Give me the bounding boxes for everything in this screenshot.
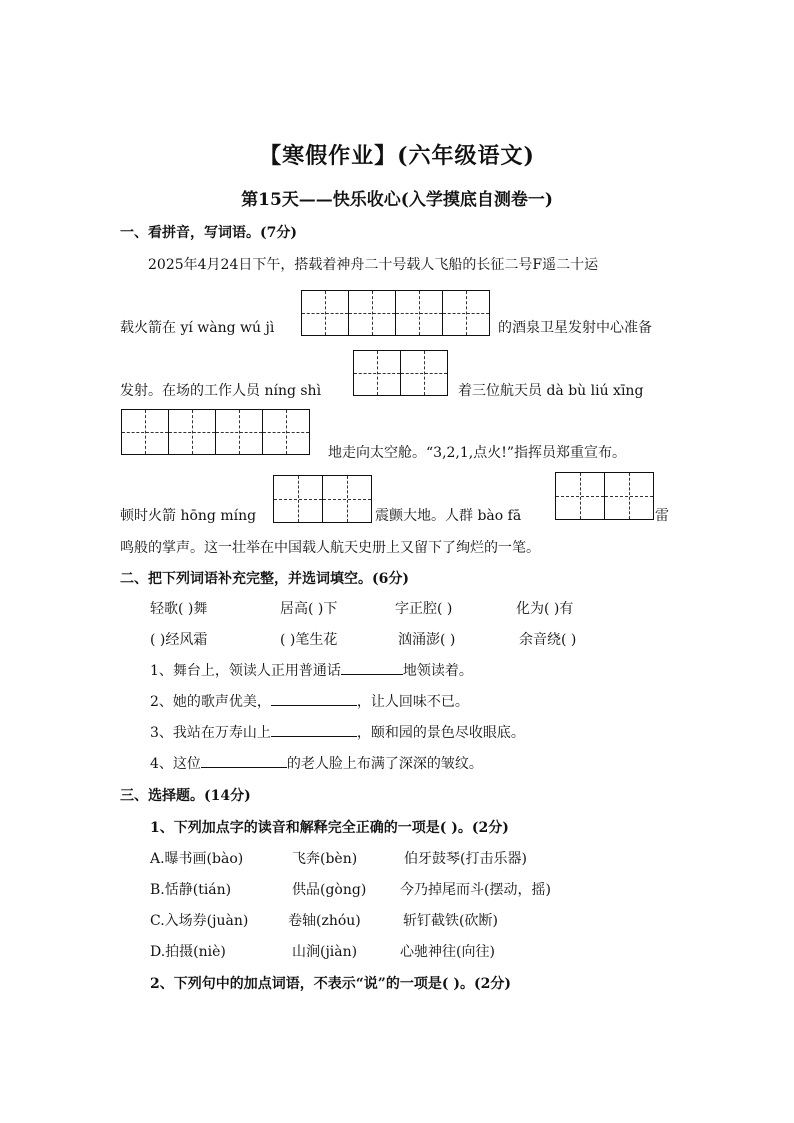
passage-line-1: 2025年4月24日下午，搭载着神舟二十号载人飞船的长征二号F遥二十运 bbox=[148, 257, 599, 273]
section2-heading: 二、把下列词语补充完整，并选词填空。(6分) bbox=[120, 571, 409, 587]
idiom-3[interactable]: 字正腔( ) bbox=[395, 601, 453, 617]
option-c-3: 斩钉截铁(砍断) bbox=[403, 913, 498, 929]
idiom-1[interactable]: 轻歌( )舞 bbox=[150, 601, 208, 617]
idiom-2[interactable]: 居高( )下 bbox=[280, 601, 338, 617]
option-a-2: 飞奔(bèn) bbox=[292, 851, 358, 867]
page-subtitle: 第15天——快乐收心(入学摸底自测卷一) bbox=[241, 190, 553, 210]
passage-line-4-post: 地走向太空舱。“3,2,1,点火!”指挥员郑重宣布。 bbox=[328, 445, 627, 461]
option-a-1[interactable]: A.曝书画(bào) bbox=[150, 851, 244, 867]
passage-line-6: 鸣般的掌声。这一壮举在中国载人航天史册上又留下了绚烂的一笔。 bbox=[120, 540, 540, 556]
idiom-7[interactable]: 汹涌澎( ) bbox=[398, 632, 456, 648]
fill-question-4: 4、这位 的老人脸上布满了深深的皱纹。 bbox=[150, 753, 483, 773]
option-d-2: 山涧(jiàn) bbox=[292, 944, 358, 960]
idiom-4[interactable]: 化为( )有 bbox=[516, 601, 574, 617]
idiom-5[interactable]: ( )经风霜 bbox=[150, 632, 208, 648]
passage-line-2-post: 的酒泉卫星发射中心准备 bbox=[498, 320, 652, 336]
blank-4[interactable] bbox=[201, 753, 287, 768]
option-b-2: 供品(gòng) bbox=[292, 882, 367, 898]
answer-grid-yiwangwuji[interactable] bbox=[301, 290, 490, 336]
passage-line-5-mid: 震颤大地。人群 bào fā bbox=[375, 508, 522, 524]
option-b-1[interactable]: B.恬静(tián) bbox=[150, 882, 232, 898]
option-c-1[interactable]: C.入场券(juàn) bbox=[150, 913, 249, 929]
idiom-8[interactable]: 余音绕( ) bbox=[519, 632, 577, 648]
answer-grid-baofa[interactable] bbox=[555, 472, 654, 520]
answer-grid-dabuliuxing[interactable] bbox=[121, 409, 310, 455]
blank-1[interactable] bbox=[341, 660, 403, 675]
passage-line-3-pre: 发射。在场的工作人员 níng shì bbox=[120, 383, 322, 399]
fill-question-2: 2、她的歌声优美， ，让人回味不已。 bbox=[150, 691, 469, 711]
fill-question-3: 3、我站在万寿山上 ，颐和园的景色尽收眼底。 bbox=[150, 722, 525, 742]
option-d-3: 心驰神往(向往) bbox=[400, 944, 495, 960]
passage-line-2-pre: 载火箭在 yí wàng wú jì bbox=[120, 320, 275, 336]
option-a-3: 伯牙鼓琴(打击乐器) bbox=[404, 851, 527, 867]
idiom-6[interactable]: ( )笔生花 bbox=[280, 632, 338, 648]
option-b-3: 今乃掉尾而斗(摆动，摇) bbox=[400, 882, 551, 898]
option-c-2: 卷轴(zhóu) bbox=[288, 913, 361, 929]
section1-heading: 一、看拼音，写词语。(7分) bbox=[120, 225, 297, 241]
passage-line-5-pre: 顿时火箭 hōng míng bbox=[120, 508, 257, 524]
passage-line-3-post: 着三位航天员 dà bù liú xīng bbox=[458, 383, 644, 399]
choice-question-2: 2、下列句中的加点词语，不表示“说”的一项是( )。(2分) bbox=[150, 976, 511, 992]
option-d-1[interactable]: D.拍摄(niè) bbox=[150, 944, 226, 960]
choice-question-1: 1、下列加点字的读音和解释完全正确的一项是( )。(2分) bbox=[150, 820, 509, 836]
answer-grid-ningshi[interactable] bbox=[353, 350, 448, 396]
blank-3[interactable] bbox=[271, 722, 357, 737]
passage-line-5-post: 雷 bbox=[655, 508, 669, 524]
fill-question-1: 1、舞台上，领读人正用普通话 地领读着。 bbox=[150, 660, 473, 680]
answer-grid-hongming[interactable] bbox=[273, 475, 372, 523]
blank-2[interactable] bbox=[271, 691, 357, 706]
section3-heading: 三、选择题。(14分) bbox=[120, 788, 251, 804]
page-title: 【寒假作业】(六年级语文) bbox=[259, 143, 535, 169]
